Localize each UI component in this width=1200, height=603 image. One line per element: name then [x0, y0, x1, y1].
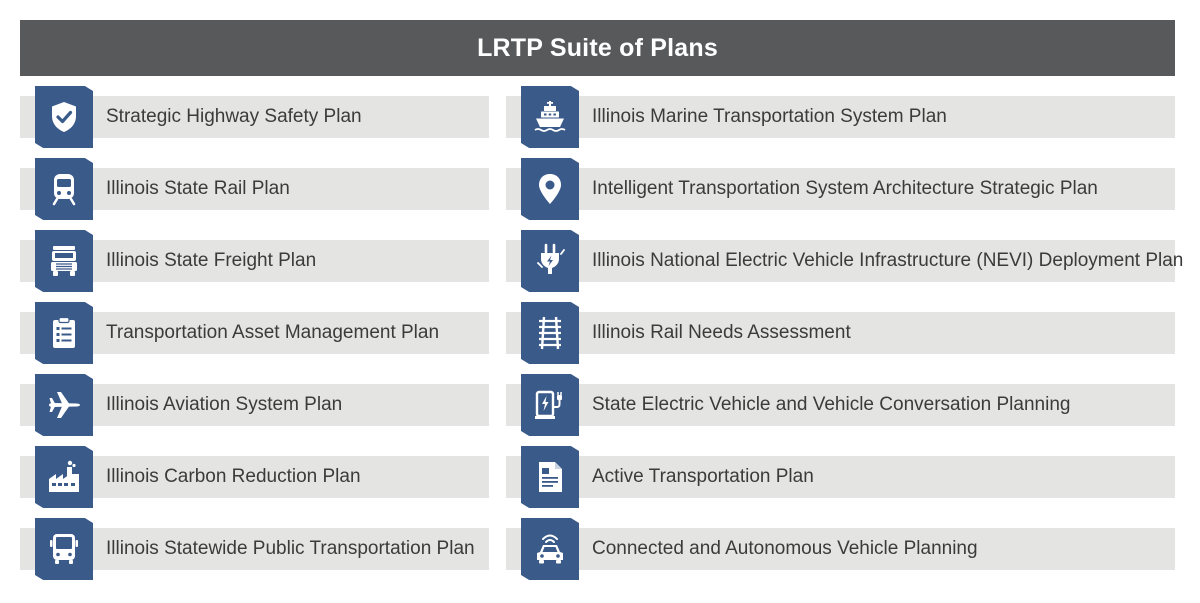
map-pin-icon: [532, 171, 568, 207]
clipboard-icon: [46, 315, 82, 351]
icon-tile: [35, 86, 93, 148]
plan-item: [20, 302, 489, 364]
plan-label: Intelligent Transportation System Architecture Strategic Plan: [592, 178, 1098, 199]
plan-item: [506, 86, 1175, 148]
icon-tile: [521, 230, 579, 292]
plan-label: Illinois State Rail Plan: [106, 178, 290, 199]
plan-item: [20, 518, 489, 580]
plan-label: Illinois Carbon Reduction Plan: [106, 466, 361, 487]
ship-icon: [532, 99, 568, 135]
connected-car-icon: [532, 531, 568, 567]
airplane-icon: [46, 387, 82, 423]
ev-plug-icon: [532, 243, 568, 279]
icon-tile: [35, 374, 93, 436]
page-title: LRTP Suite of Plans: [477, 33, 718, 62]
plan-item: [506, 374, 1175, 436]
plan-item: [506, 230, 1184, 292]
plan-item: [506, 302, 1175, 364]
plan-label: Illinois Statewide Public Transportation Plan: [106, 538, 475, 559]
plan-label: Illinois National Electric Vehicle Infrastructure (NEVI) Deployment Plan: [592, 250, 1184, 271]
plan-label: State Electric Vehicle and Vehicle Conversation Planning: [592, 394, 1071, 415]
plan-label: Transportation Asset Management Plan: [106, 322, 440, 343]
icon-tile: [35, 230, 93, 292]
plan-item: [20, 158, 489, 220]
train-icon: [46, 171, 82, 207]
icon-tile: [521, 446, 579, 508]
plan-label: Illinois Rail Needs Assessment: [592, 322, 851, 343]
plan-label: Connected and Autonomous Vehicle Planning: [592, 538, 978, 559]
plan-label: Active Transportation Plan: [592, 466, 814, 487]
bus-icon: [46, 531, 82, 567]
icon-tile: [35, 446, 93, 508]
icon-tile: [35, 518, 93, 580]
factory-icon: [46, 459, 82, 495]
icon-tile: [35, 158, 93, 220]
title-banner: [20, 20, 1175, 76]
plan-label: Illinois Aviation System Plan: [106, 394, 343, 415]
plan-item: [20, 86, 489, 148]
plan-item: [506, 158, 1175, 220]
icon-tile: [521, 302, 579, 364]
plan-item: [506, 446, 1175, 508]
icon-tile: [521, 518, 579, 580]
rail-track-icon: [532, 315, 568, 351]
plan-item: [506, 518, 1175, 580]
truck-icon: [46, 243, 82, 279]
plan-label: Illinois State Freight Plan: [106, 250, 317, 271]
icon-tile: [521, 374, 579, 436]
charging-station-icon: [532, 387, 568, 423]
icon-tile: [35, 302, 93, 364]
plan-item: [20, 446, 489, 508]
icon-tile: [521, 158, 579, 220]
plan-label: Strategic Highway Safety Plan: [106, 106, 362, 127]
icon-tile: [521, 86, 579, 148]
plan-item: [20, 230, 489, 292]
document-icon: [532, 459, 568, 495]
shield-check-icon: [46, 99, 82, 135]
plan-label: Illinois Marine Transportation System Plan: [592, 106, 947, 127]
plan-item: [20, 374, 489, 436]
